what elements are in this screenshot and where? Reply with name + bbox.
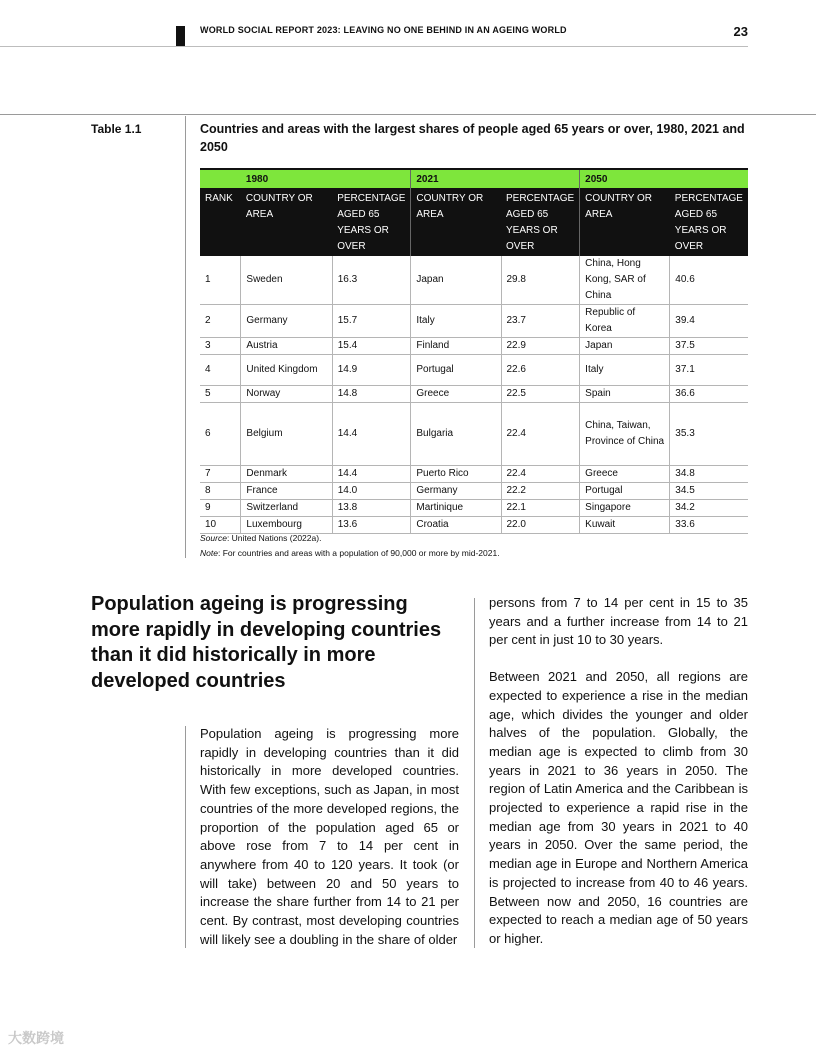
cell-percentage-1980: 14.4 xyxy=(332,466,411,483)
cell-percentage-1980: 15.4 xyxy=(332,338,411,355)
cell-percentage-2021: 22.1 xyxy=(501,500,580,517)
cell-percentage-1980: 15.7 xyxy=(332,305,411,338)
cell-country-2050: Kuwait xyxy=(580,517,670,534)
cell-rank: 8 xyxy=(200,483,241,500)
note-text: : For countries and areas with a population of 90,000 or more by mid-2021. xyxy=(217,548,500,558)
source-text: : United Nations (2022a). xyxy=(226,533,322,543)
header-country-1980: COUNTRY OR AREA xyxy=(241,188,332,256)
right-body-text xyxy=(489,594,748,949)
table-row xyxy=(200,355,748,386)
cell-country-1980: Sweden xyxy=(241,256,332,305)
cell-country-2050: Portugal xyxy=(580,483,670,500)
cell-percentage-2021: 29.8 xyxy=(501,256,580,305)
cell-country-2021: Finland xyxy=(411,338,501,355)
cell-country-2021: Croatia xyxy=(411,517,501,534)
cell-percentage-1980: 13.8 xyxy=(332,500,411,517)
table-label: Table 1.1 xyxy=(91,122,142,136)
cell-percentage-2050: 34.8 xyxy=(670,466,748,483)
table-row xyxy=(200,466,748,483)
cell-country-2050: Italy xyxy=(580,355,670,386)
cell-country-2050: Republic of Korea xyxy=(580,305,670,338)
cell-percentage-2021: 22.6 xyxy=(501,355,580,386)
cell-country-1980: Germany xyxy=(241,305,332,338)
cell-percentage-1980: 14.9 xyxy=(332,355,411,386)
cell-percentage-1980: 14.4 xyxy=(332,403,411,466)
cell-country-2021: Martinique xyxy=(411,500,501,517)
cell-percentage-2050: 40.6 xyxy=(670,256,748,305)
cell-rank: 1 xyxy=(200,256,241,305)
cell-percentage-2021: 22.9 xyxy=(501,338,580,355)
right-paragraph-1: persons from 7 to 14 per cent in 15 to 35 years and a further increase from 14 to 21 per cent in just 10 to 30 years. xyxy=(489,595,748,648)
header-rule xyxy=(0,46,748,47)
cell-percentage-2021: 22.4 xyxy=(501,403,580,466)
cell-percentage-2021: 22.5 xyxy=(501,386,580,403)
cell-rank: 2 xyxy=(200,305,241,338)
cell-percentage-1980: 14.0 xyxy=(332,483,411,500)
cell-country-2021: Germany xyxy=(411,483,501,500)
left-body-text: Population ageing is progressing more rapidly in developing countries than it did historically in more developed countries. With few exceptions, such as Japan, in most countries of the more developed regions, the proportion of the population aged 65 or above rose from 7 to 14 per cent in anywhere from 40 to 120 years. It took (or will take) between 20 and 50 years to increase the share further from 14 to 21 per cent. By contrast, most developing countries will likely see a doubling in the share of older xyxy=(200,726,459,947)
cell-rank: 3 xyxy=(200,338,241,355)
header-percentage-2021: PERCENTAGE AGED 65 YEARS OR OVER xyxy=(501,188,580,256)
cell-country-1980: Denmark xyxy=(241,466,332,483)
cell-country-1980: Norway xyxy=(241,386,332,403)
cell-rank: 4 xyxy=(200,355,241,386)
year-1980: 1980 xyxy=(241,169,411,188)
note-label: Note xyxy=(200,548,218,558)
table-divider xyxy=(185,116,186,558)
cell-percentage-1980: 13.6 xyxy=(332,517,411,534)
cell-rank: 5 xyxy=(200,386,241,403)
header-marker xyxy=(176,26,185,46)
cell-percentage-2021: 22.0 xyxy=(501,517,580,534)
middle-column-rule xyxy=(474,598,475,948)
header-percentage-2050: PERCENTAGE AGED 65 YEARS OR OVER xyxy=(670,188,748,256)
year-2050: 2050 xyxy=(580,169,748,188)
source-label: Source xyxy=(200,533,227,543)
table-row xyxy=(200,386,748,403)
cell-percentage-1980: 16.3 xyxy=(332,256,411,305)
table-row xyxy=(200,338,748,355)
table-row xyxy=(200,403,748,466)
year-2021: 2021 xyxy=(411,169,580,188)
header-percentage-1980: PERCENTAGE AGED 65 YEARS OR OVER xyxy=(332,188,411,256)
cell-country-2050: Spain xyxy=(580,386,670,403)
cell-percentage-2050: 37.5 xyxy=(670,338,748,355)
cell-percentage-2050: 36.6 xyxy=(670,386,748,403)
column-header-row xyxy=(200,188,748,256)
table-row xyxy=(200,483,748,500)
table-row xyxy=(200,305,748,338)
cell-country-2021: Puerto Rico xyxy=(411,466,501,483)
watermark-logo: 大数跨境 xyxy=(8,1030,64,1046)
table-body xyxy=(200,256,748,534)
cell-percentage-2050: 35.3 xyxy=(670,403,748,466)
cell-percentage-2021: 22.4 xyxy=(501,466,580,483)
table-title: Countries and areas with the largest shares of people aged 65 years or over, 1980, 2021 and 2050 xyxy=(200,122,745,154)
cell-country-2021: Italy xyxy=(411,305,501,338)
right-paragraph-2: Between 2021 and 2050, all regions are expected to experience a rise in the median age, which divides the younger and older halves of the population. Globally, the median age is expected to climb from 30 years in 2021 to 36 years in 2050. The region of Latin America and the Caribbean is projected to experience a rapid rise in the median age from 30 years in 2021 to 40 years in 2050. Over the same period, the median age in Europe and Northern America is projected to increase from 40 to 46 years. Between now and 2050, 16 countries are expected to reach a median age of 50 years or higher. xyxy=(489,669,748,946)
cell-country-2021: Portugal xyxy=(411,355,501,386)
cell-rank: 9 xyxy=(200,500,241,517)
cell-country-2021: Bulgaria xyxy=(411,403,501,466)
cell-country-1980: United Kingdom xyxy=(241,355,332,386)
cell-percentage-2050: 39.4 xyxy=(670,305,748,338)
cell-rank: 7 xyxy=(200,466,241,483)
header-country-2021: COUNTRY OR AREA xyxy=(411,188,501,256)
cell-country-2021: Japan xyxy=(411,256,501,305)
cell-country-1980: Belgium xyxy=(241,403,332,466)
table-row xyxy=(200,500,748,517)
cell-percentage-2021: 22.2 xyxy=(501,483,580,500)
running-head: WORLD SOCIAL REPORT 2023: LEAVING NO ONE BEHIND IN AN AGEING WORLD xyxy=(200,25,567,35)
cell-country-2050: China, Taiwan, Province of China xyxy=(580,403,670,466)
cell-rank: 10 xyxy=(200,517,241,534)
header-country-2050: COUNTRY OR AREA xyxy=(580,188,670,256)
year-header-row xyxy=(200,169,748,188)
cell-percentage-2050: 34.5 xyxy=(670,483,748,500)
cell-country-2050: Singapore xyxy=(580,500,670,517)
cell-country-2021: Greece xyxy=(411,386,501,403)
cell-percentage-2050: 34.2 xyxy=(670,500,748,517)
cell-country-2050: China, Hong Kong, SAR of China xyxy=(580,256,670,305)
year-blank xyxy=(200,169,241,188)
cell-percentage-1980: 14.8 xyxy=(332,386,411,403)
note-line xyxy=(200,546,500,561)
cell-country-1980: France xyxy=(241,483,332,500)
header-rank: RANK xyxy=(200,188,241,256)
cell-country-1980: Switzerland xyxy=(241,500,332,517)
cell-country-1980: Austria xyxy=(241,338,332,355)
cell-percentage-2050: 37.1 xyxy=(670,355,748,386)
section-rule xyxy=(0,114,816,115)
section-heading: Population ageing is progressing more rapidly in developing countries than it did historically in more developed countries xyxy=(91,593,442,692)
left-column-rule xyxy=(185,726,186,948)
table-source xyxy=(200,531,500,561)
cell-country-2050: Japan xyxy=(580,338,670,355)
cell-country-2050: Greece xyxy=(580,466,670,483)
population-table xyxy=(200,168,748,534)
cell-percentage-2021: 23.7 xyxy=(501,305,580,338)
cell-rank: 6 xyxy=(200,403,241,466)
source-line xyxy=(200,531,500,546)
cell-percentage-2050: 33.6 xyxy=(670,517,748,534)
page-number: 23 xyxy=(733,24,748,39)
table-row xyxy=(200,256,748,305)
cell-country-1980: Luxembourg xyxy=(241,517,332,534)
